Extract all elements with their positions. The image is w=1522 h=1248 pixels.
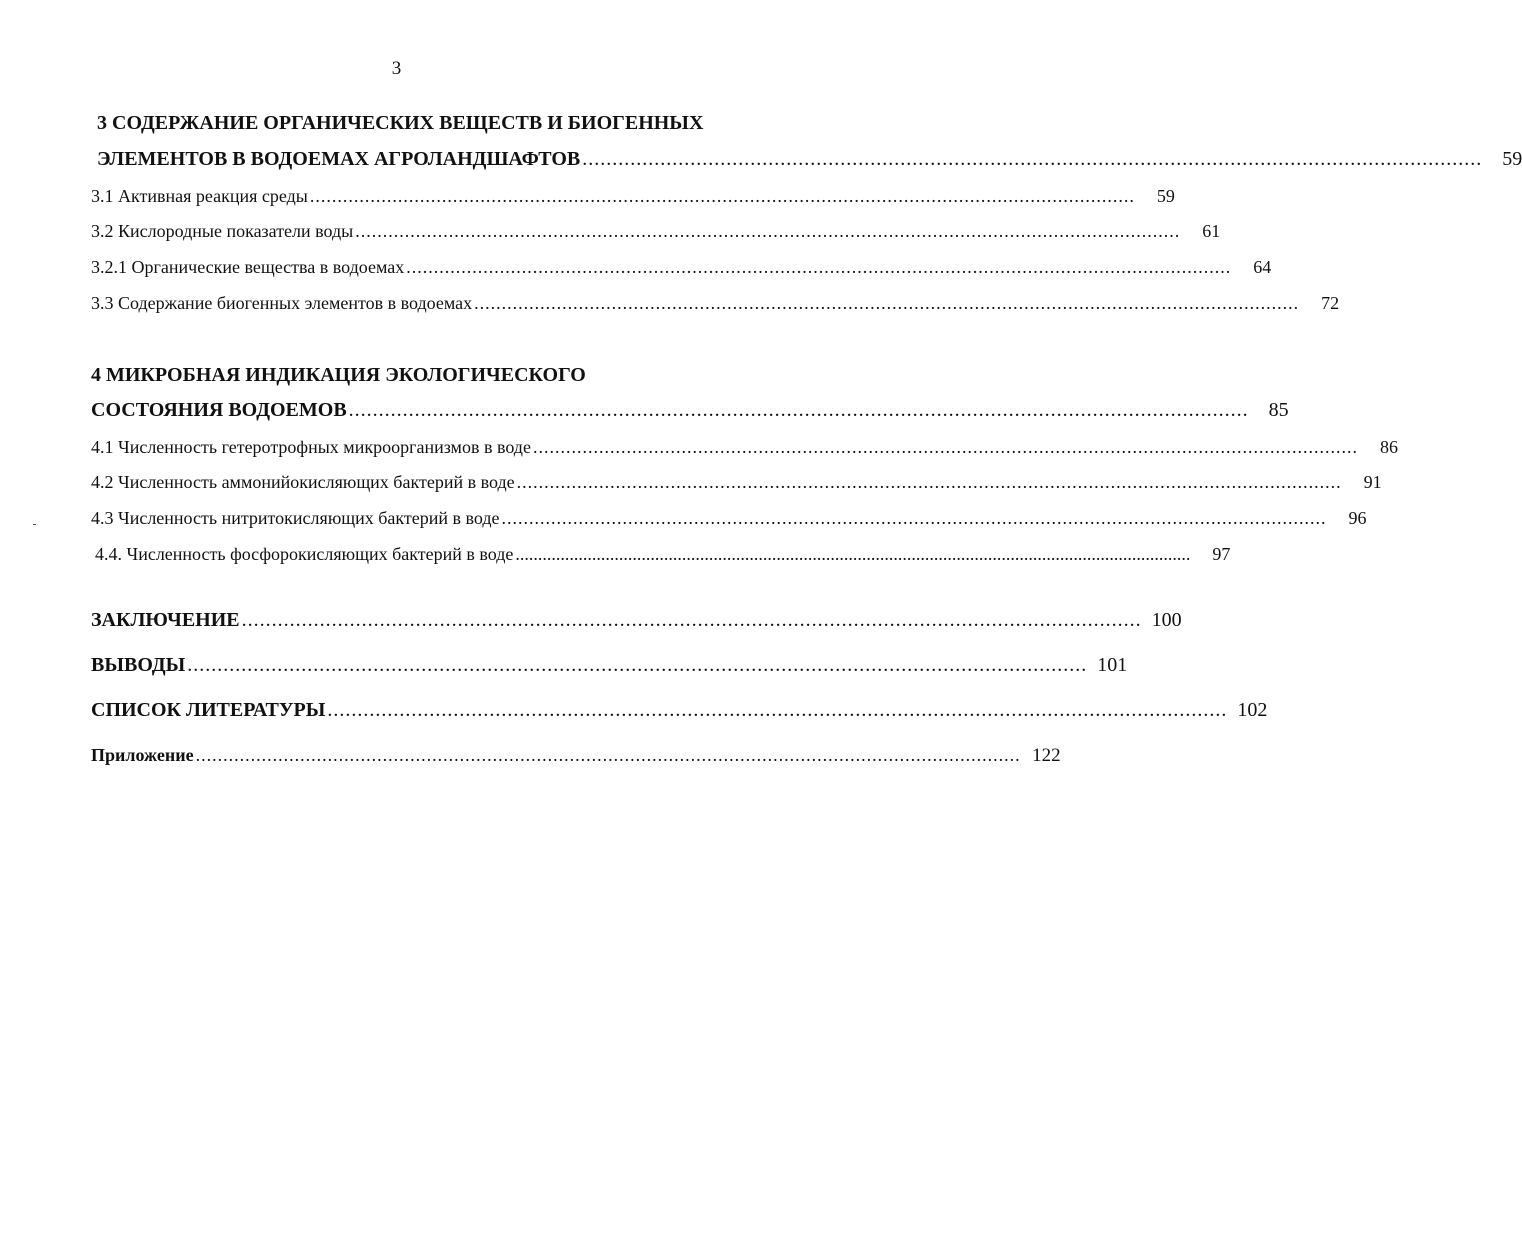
chapter-3-title-text: 3 СОДЕРЖАНИЕ ОРГАНИЧЕСКИХ ВЕЩЕСТВ И БИОГЕННЫХ xyxy=(97,112,704,134)
chapter-4-title-text-2: СОСТОЯНИЯ ВОДОЕМОВ xyxy=(91,399,347,421)
toc-entry-label: СПИСОК ЛИТЕРАТУРЫ xyxy=(91,699,326,721)
toc-entry-label: 4.2 Численность аммонийокисляющих бактерий в воде xyxy=(91,472,515,492)
toc-entry-label: 3.2.1 Органические вещества в водоемах xyxy=(91,257,405,277)
page-number: 3 xyxy=(391,58,402,79)
toc-entry-4-3[interactable] xyxy=(91,508,1367,529)
chapter-4-title-text: 4 МИКРОБНАЯ ИНДИКАЦИЯ ЭКОЛОГИЧЕСКОГО xyxy=(91,364,586,386)
chapter-3-page: 59 xyxy=(1502,148,1522,170)
chapter-4-title-line1 xyxy=(91,364,711,387)
dot-leader: ...................................................................................................................................................... xyxy=(309,186,1135,206)
toc-entry-label: ЗАКЛЮЧЕНИЕ xyxy=(91,609,240,631)
dot-leader: ...................................................................................................................................................... xyxy=(501,508,1327,528)
dot-leader: ...................................................................................................................................................... xyxy=(582,148,1483,170)
toc-entry-page: 91 xyxy=(1363,472,1382,492)
toc-entry-label: 4.1 Численность гетеротрофных микроорганизмов в воде xyxy=(91,437,531,457)
chapter-3-title-text-2: ЭЛЕМЕНТОВ В ВОДОЕМАХ АГРОЛАНДШАФТОВ xyxy=(97,148,581,170)
dot-leader: ...................................................................................................................................................... xyxy=(515,544,1191,564)
chapter-4-page: 85 xyxy=(1268,399,1289,421)
toc-entry-page: 101 xyxy=(1097,654,1128,676)
toc-entry-3-1[interactable] xyxy=(91,186,1175,207)
toc-entry-label: 3.2 Кислородные показатели воды xyxy=(91,221,354,241)
toc-entry-label: 3.1 Активная реакция среды xyxy=(91,186,308,206)
toc-entry-3-3[interactable] xyxy=(91,293,1340,314)
dot-leader: ...................................................................................................................................................... xyxy=(187,654,1088,676)
toc-entry-conclusion[interactable] xyxy=(91,609,1182,632)
toc-entry-page: 102 xyxy=(1237,699,1268,721)
toc-entry-label: 4.4. Численность фосфорокисляющих бактерий в воде xyxy=(95,544,514,564)
toc-entry-page: 100 xyxy=(1151,609,1182,631)
toc-entry-page: 64 xyxy=(1253,257,1272,277)
chapter-3-title-line2[interactable] xyxy=(97,148,1522,171)
toc-entry-page: 122 xyxy=(1032,745,1061,766)
toc-entry-page: 86 xyxy=(1379,437,1398,457)
toc-entry-4-2[interactable] xyxy=(91,472,1382,493)
dot-leader: ...................................................................................................................................................... xyxy=(355,221,1181,241)
toc-entry-4-4[interactable] xyxy=(95,544,1231,565)
toc-entry-page: 59 xyxy=(1156,186,1175,206)
toc-entry-page: 72 xyxy=(1321,293,1340,313)
toc-entry-page: 97 xyxy=(1212,544,1231,564)
toc-entry-label: 3.3 Содержание биогенных элементов в водоемах xyxy=(91,293,473,313)
toc-entry-label: ВЫВОДЫ xyxy=(91,654,186,676)
dot-leader: ...................................................................................................................................................... xyxy=(516,472,1342,492)
dot-leader: ...................................................................................................................................................... xyxy=(241,609,1142,631)
toc-entry-page: 96 xyxy=(1348,508,1367,528)
toc-entry-label: Приложение xyxy=(91,745,194,765)
toc-entry-3-2-1[interactable] xyxy=(91,257,1272,278)
chapter-3-title-line1 xyxy=(97,112,717,135)
dot-leader: ...................................................................................................................................................... xyxy=(327,699,1228,721)
dot-leader: ...................................................................................................................................................... xyxy=(532,437,1358,457)
scan-speck xyxy=(33,524,36,525)
dot-leader: ...................................................................................................................................................... xyxy=(474,293,1300,313)
toc-entry-page: 61 xyxy=(1202,221,1221,241)
toc-entry-label: 4.3 Численность нитритокисляющих бактерий в воде xyxy=(91,508,500,528)
toc-entry-4-1[interactable] xyxy=(91,437,1398,458)
chapter-4-title-line2[interactable] xyxy=(91,399,1289,422)
toc-entry-references[interactable] xyxy=(91,699,1268,722)
toc-entry-findings[interactable] xyxy=(91,654,1128,677)
dot-leader: ...................................................................................................................................................... xyxy=(406,257,1232,277)
dot-leader: ...................................................................................................................................................... xyxy=(195,745,1021,765)
toc-entry-appendix[interactable] xyxy=(91,745,1061,767)
toc-entry-3-2[interactable] xyxy=(91,221,1221,242)
dot-leader: ...................................................................................................................................................... xyxy=(348,399,1249,421)
